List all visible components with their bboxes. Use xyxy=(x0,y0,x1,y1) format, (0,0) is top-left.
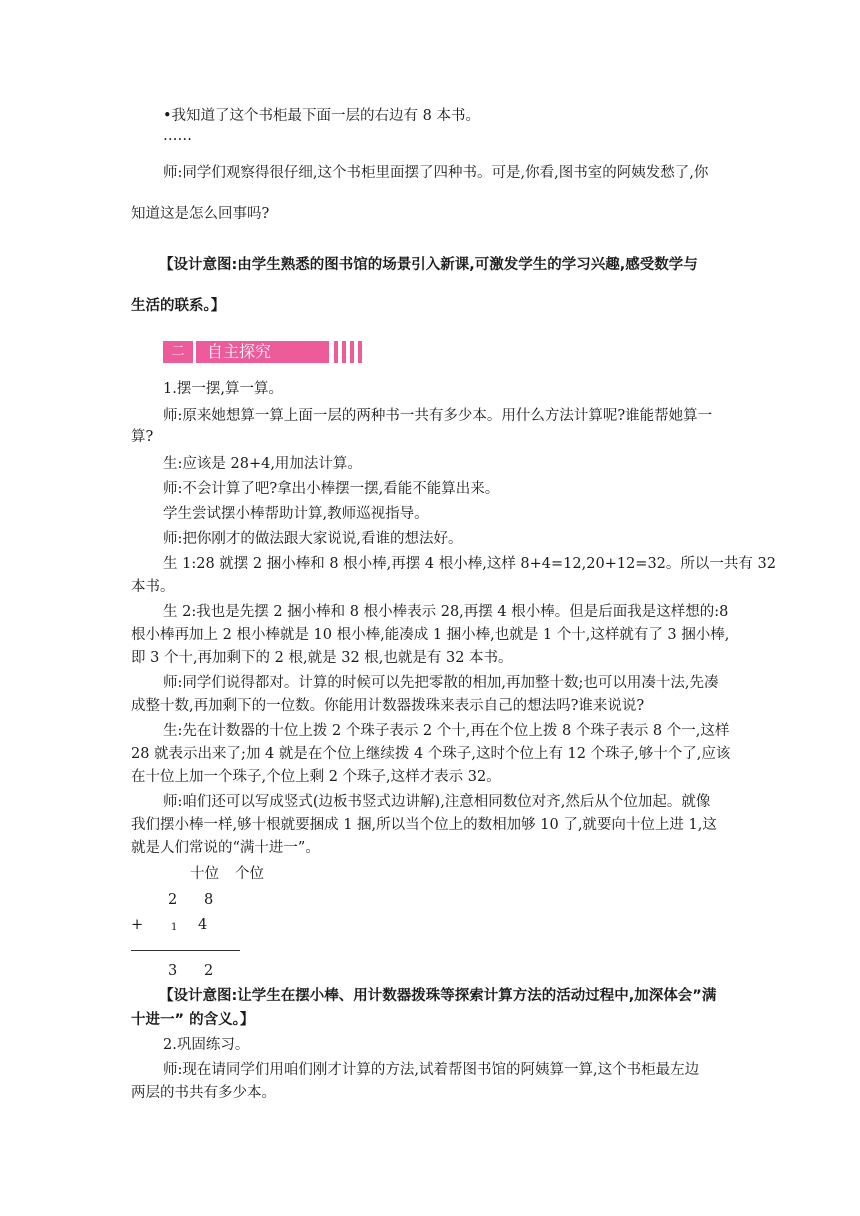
design-intent-note: 生活的联系。】 xyxy=(131,298,226,314)
section-number: 二 xyxy=(167,344,189,360)
paragraph-line: 生:先在计数器的十位上拨 2 个珠子表示 2 个十,再在个位上拨 8 个珠子表示 8 个一,这样 xyxy=(163,723,730,739)
paragraph-line: 就是人们常说的“满十进一”。 xyxy=(131,840,320,856)
plus-sign: + xyxy=(131,917,144,933)
decorative-stripe xyxy=(342,341,346,363)
paragraph-line: 知道这是怎么回事吗? xyxy=(131,206,270,222)
decorative-stripe xyxy=(350,341,354,363)
decorative-stripe xyxy=(358,341,362,363)
paragraph-line: 师:同学们观察得很仔细,这个书柜里面摆了四种书。可是,你看,图书室的阿姨发愁了,你 xyxy=(163,165,709,181)
design-intent-note: 【设计意图:由学生熟悉的图书馆的场景引入新课,可激发学生的学习兴趣,感受数学与 xyxy=(159,257,698,273)
paragraph-line: 生:应该是 28+4,用加法计算。 xyxy=(163,456,362,472)
ones-column-header: 个位 xyxy=(235,866,264,882)
paragraph-line: 师:同学们说得都对。计算的时候可以先把零散的相加,再加整十数;也可以用凑十法,先凑 xyxy=(163,675,719,691)
paragraph-line: 师:把你刚才的做法跟大家说说,看谁的想法好。 xyxy=(163,531,463,547)
paragraph-line: 成整十数,再加剩下的一位数。你能用计数器拨珠来表示自己的想法吗?谁来说说? xyxy=(131,698,645,714)
addend2-ones-digit: 4 xyxy=(198,917,208,933)
addend1-ones-digit: 8 xyxy=(204,892,214,908)
paragraph-line: 师:现在请同学们用咱们刚才计算的方法,试着帮图书馆的阿姨算一算,这个书柜最左边 xyxy=(163,1062,700,1078)
paragraph-line: 即 3 个十,再加剩下的 2 根,就是 32 根,也就是有 32 本书。 xyxy=(131,650,513,666)
paragraph-line: 生 1:28 就摆 2 捆小棒和 8 根小棒,再摆 4 根小棒,这样 8+4=12,20+12=32。所以一共有 32 xyxy=(163,556,776,572)
sum-ones-digit: 2 xyxy=(204,963,214,979)
section-number-box xyxy=(163,341,193,363)
paragraph-line: 师:原来她想算一算上面一层的两种书一共有多少本。用什么方法计算呢?谁能帮她算一 xyxy=(163,408,713,424)
paragraph-line: 生 2:我也是先摆 2 捆小棒和 8 根小棒表示 28,再摆 4 根小棒。但是后面我是这样想的:8 xyxy=(163,604,729,620)
design-intent-note: 十进一” 的含义。】 xyxy=(131,1012,255,1028)
addend1-tens-digit: 2 xyxy=(168,892,178,908)
section-title: 自主探究 xyxy=(207,342,272,361)
paragraph-line: 根小棒再加上 2 根小棒就是 10 根小棒,能凑成 1 捆小棒,也就是 1 个十,这样就有了 3 捆小棒, xyxy=(131,627,730,643)
paragraph-line: 算? xyxy=(131,429,154,445)
sum-line xyxy=(131,950,240,951)
paragraph-line: 本书。 xyxy=(131,579,175,595)
carry-digit: 1 xyxy=(171,922,178,933)
paragraph-line: 两层的书共有多少本。 xyxy=(131,1085,276,1101)
paragraph-line: 2.巩固练习。 xyxy=(163,1037,250,1053)
decorative-stripe xyxy=(334,341,338,363)
paragraph-line: 我们摆小棒一样,够十根就要捆成 1 捆,所以当个位上的数相加够 10 了,就要向十位上进 1,这 xyxy=(131,817,717,833)
section-header xyxy=(163,341,363,363)
paragraph-line: 师:咱们还可以写成竖式(边板书竖式边讲解),注意相同数位对齐,然后从个位加起。就像 xyxy=(163,794,711,810)
paragraph-line: 28 就表示出来了;加 4 就是在个位上继续拨 4 个珠子,这时个位上有 12 个珠子,够十个了,应该 xyxy=(131,746,731,762)
tens-column-header: 十位 xyxy=(190,866,219,882)
ellipsis-line: …… xyxy=(163,128,192,144)
paragraph-line: 1.摆一摆,算一算。 xyxy=(163,381,283,397)
paragraph-line: 学生尝试摆小棒帮助计算,教师巡视指导。 xyxy=(163,506,429,522)
paragraph-line: 在十位上加一个珠子,个位上剩 2 个珠子,这样才表示 32。 xyxy=(131,769,501,785)
sum-tens-digit: 3 xyxy=(168,963,178,979)
design-intent-note: 【设计意图:让学生在摆小棒、用计数器拨珠等探索计算方法的活动过程中,加深体会”满 xyxy=(159,988,717,1004)
bullet-line: •我知道了这个书柜最下面一层的右边有 8 本书。 xyxy=(163,108,480,124)
paragraph-line: 师:不会计算了吧?拿出小棒摆一摆,看能不能算出来。 xyxy=(163,481,500,497)
